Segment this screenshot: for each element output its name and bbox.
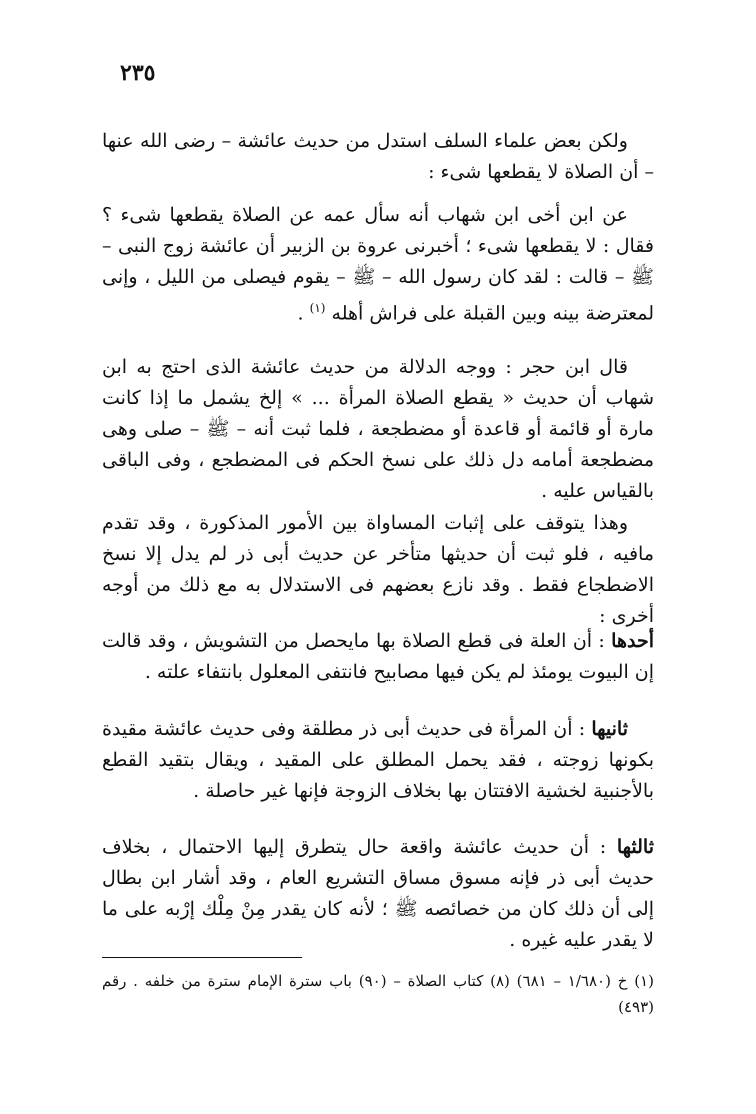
paragraph-1: ولكن بعض علماء السلف استدل من حديث عائشة – رضى الله عنها – أن الصلاة لا يقطعها شىء :	[102, 130, 654, 183]
footnote-reference[interactable]: (١)	[309, 301, 326, 315]
paragraph-7-text: : أن حديث عائشة واقعة حال يتطرق إليها الاحتمال ، بخلاف حديث أبى ذر فإنه مسوق مساق التشريع العام ، وقد أشار ابن بطال إلى أن ذلك كان من خصائصه ﷺ ؛ لأنه كان يقدر مِنْ مِلْك إرْبه على ما لا يقدر عليه غيره .	[102, 836, 654, 951]
paragraph-5	[102, 626, 654, 688]
footnote: (١) خ (١/٦٨٠ – ٦٨١) (٨) كتاب الصلاة – (٩٠) باب سترة الإمام سترة من خلفه . رقم (٤٩٣)	[102, 972, 654, 1016]
paragraph-2	[102, 200, 654, 329]
point-label-second: ثانيها	[591, 718, 628, 740]
paragraph-4: وهذا يتوقف على إثبات المساواة بين الأمور المذكورة ، وقد تقدم مافيه ، فلو ثبت أن حديثها متأخر عن حديث أبى ذر لم يدل إلا نسخ الاضطجاع فقط . وقد نازع بعضهم فى الاستدلال به مع ذلك من أوجه أخرى :	[102, 512, 654, 627]
paragraph-2-end: .	[297, 302, 310, 325]
point-label-first: أحدها	[611, 630, 654, 652]
paragraph-5-text: : أن العلة فى قطع الصلاة بها مايحصل من التشويش ، وقد قالت إن البيوت يومئذ لم يكن فيها مصابيح فانتفى المعلول بانتفاء علته .	[102, 630, 654, 683]
paragraph-6	[102, 714, 654, 807]
paragraph-3: قال ابن حجر : ووجه الدلالة من حديث عائشة الذى احتج به ابن شهاب أن حديث « يقطع الصلاة المرأة ... » إلخ يشمل ما إذا كانت مارة أو قائمة أو قاعدة أو مضطجعة ، فلما ثبت أنه – ﷺ – صلى وهى مضطجعة أمامه دل ذلك على نسخ الحكم فى المضطجع ، وفى الباقى بالقياس عليه .	[102, 356, 654, 502]
footnote-divider	[102, 957, 302, 958]
page-number: ٢٣٥	[120, 60, 156, 86]
point-label-third: ثالثها	[616, 836, 654, 858]
paragraph-2-text: عن ابن أخى ابن شهاب أنه سأل عمه عن الصلاة يقطعها شىء ؟ فقال : لا يقطعها شىء ؛ أخبرنى عروة بن الزبير أن عائشة زوج النبى – ﷺ – قالت : لقد كان رسول الله – ﷺ – يقوم فيصلى من الليل ، وإنى لمعترضة بينه وبين القبلة على فراش أهله	[102, 204, 654, 325]
paragraph-6-text: : أن المرأة فى حديث أبى ذر مطلقة وفى حديث عائشة مقيدة بكونها زوجته ، فقد يحمل المطلق على المقيد ، ويقال بتقيد القطع بالأجنبية لخشية الافتتان بها بخلاف الزوجة فإنها غير حاصلة .	[102, 718, 654, 802]
document-page	[102, 0, 654, 1114]
paragraph-7	[102, 832, 654, 956]
